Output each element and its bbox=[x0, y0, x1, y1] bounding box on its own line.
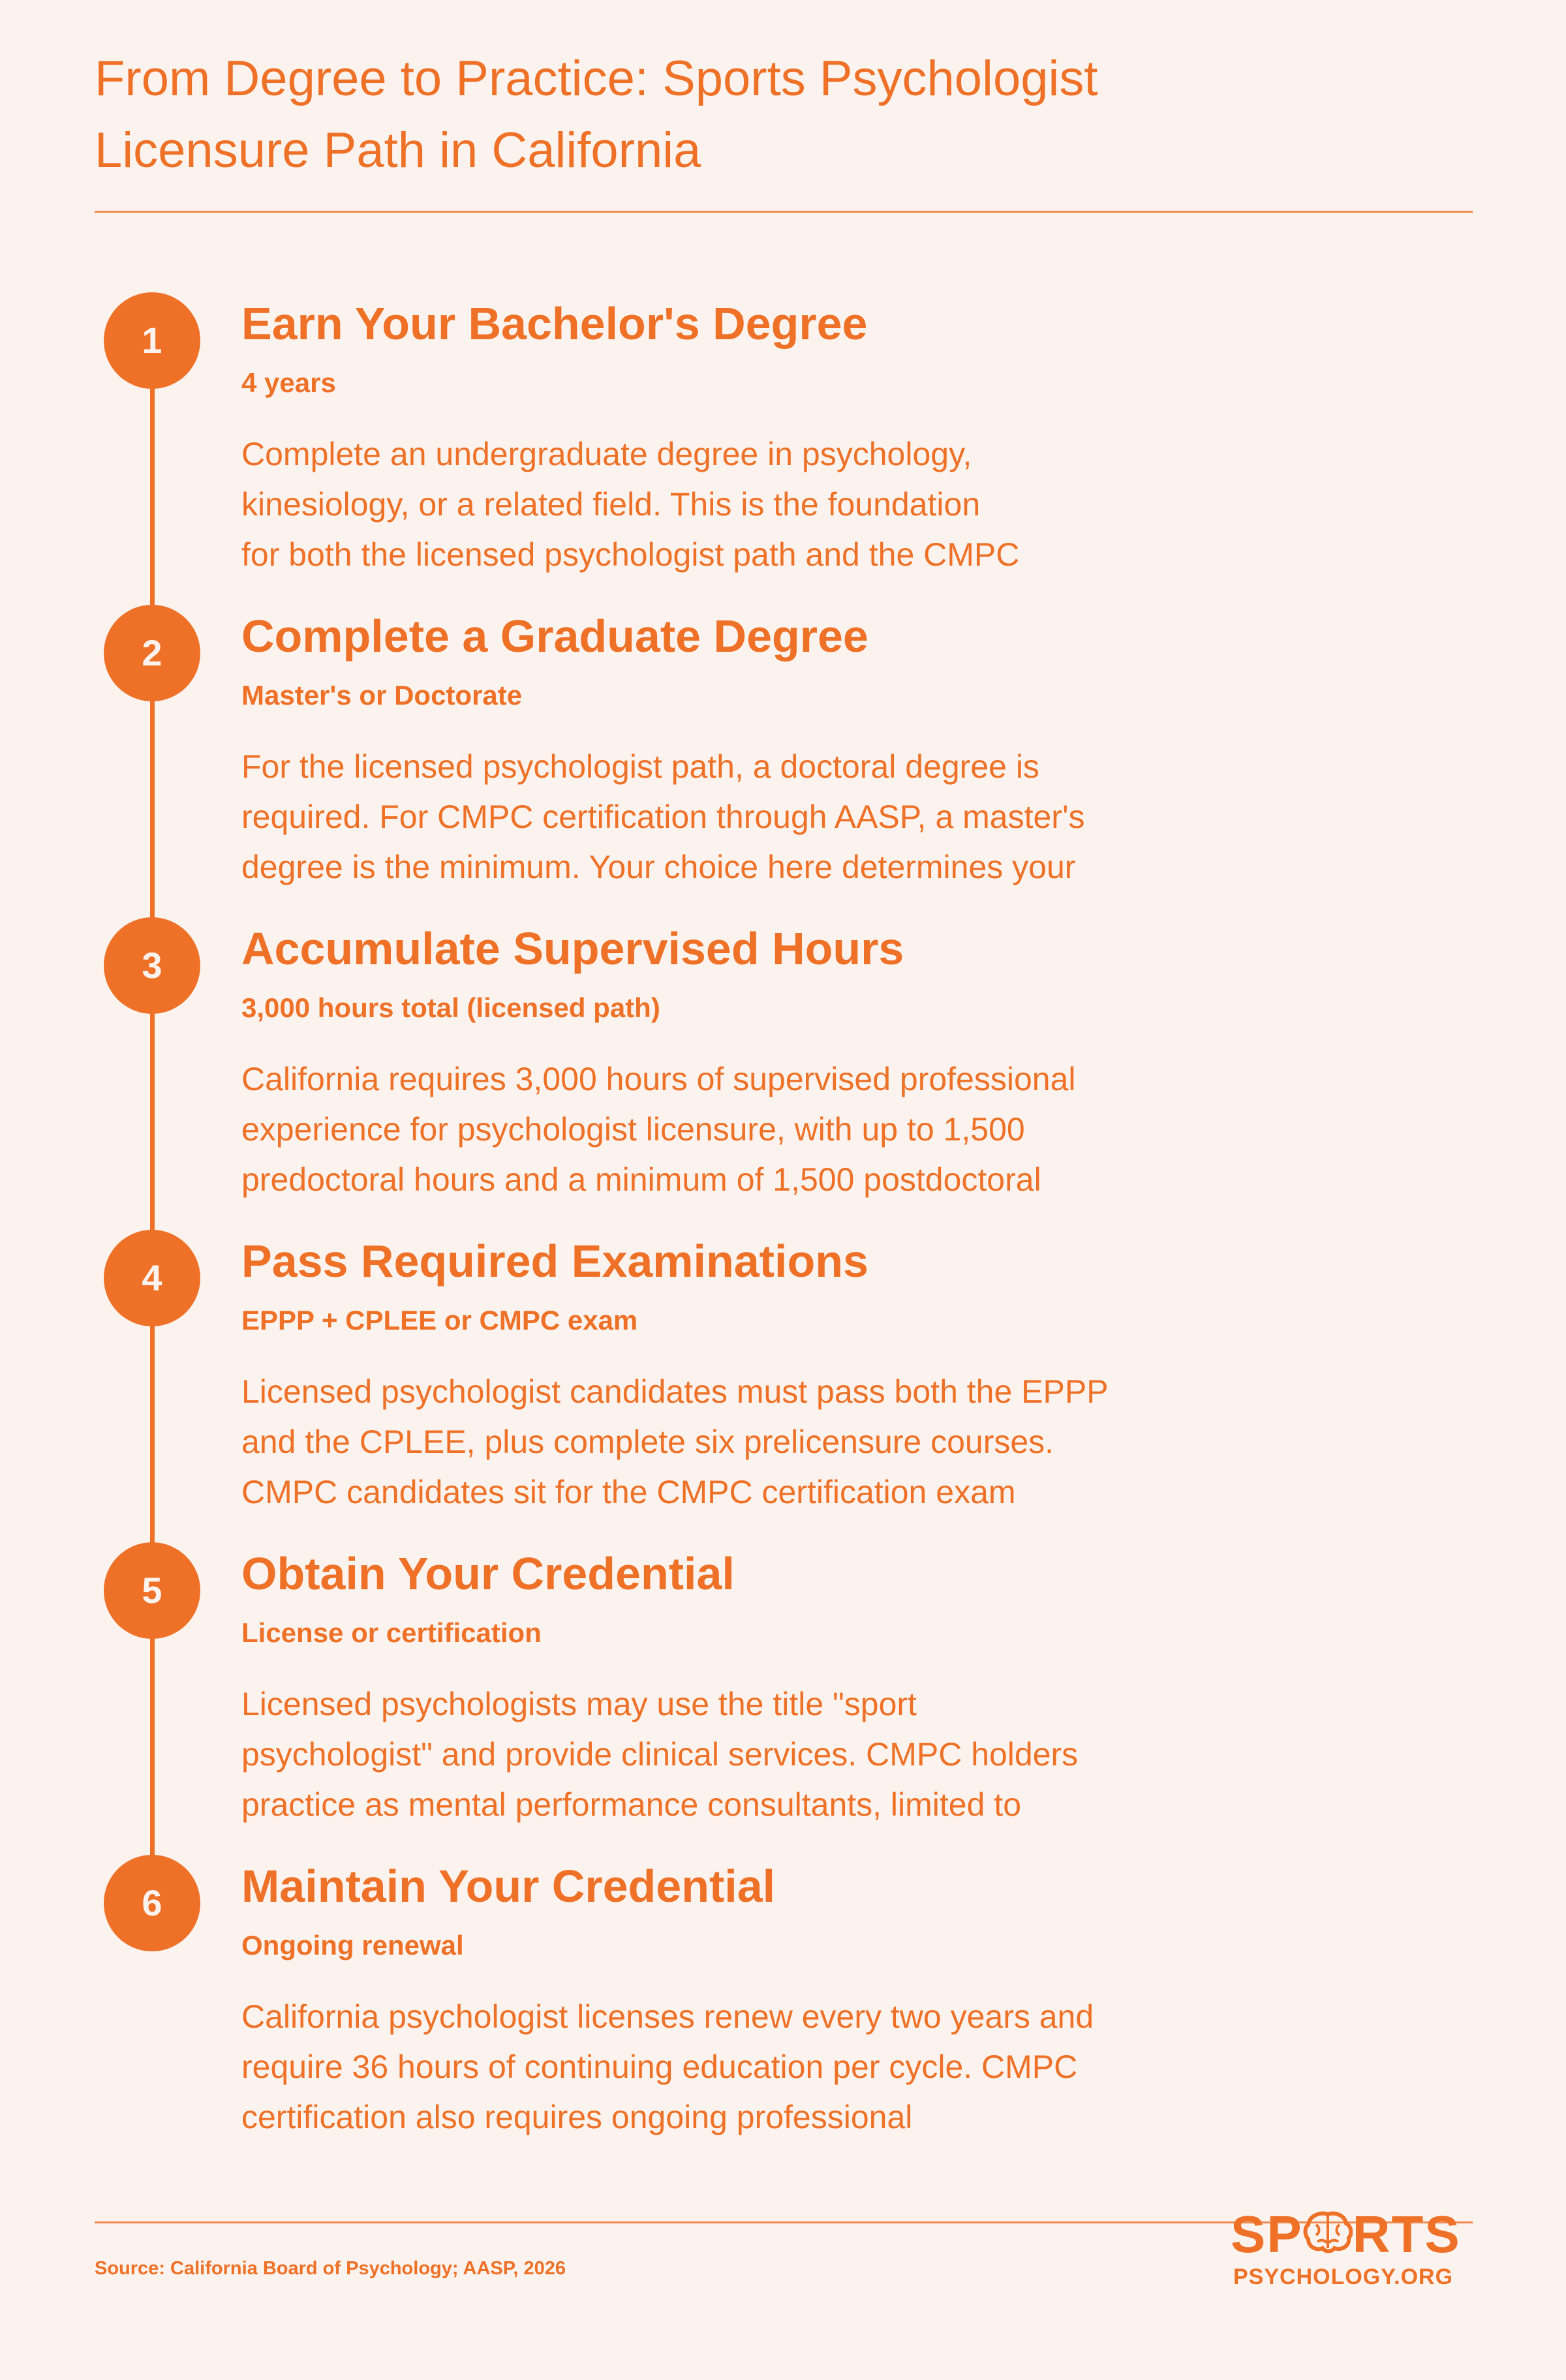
logo-text-right: RTS bbox=[1352, 2205, 1461, 2263]
step-number-badge: 1 bbox=[104, 292, 200, 389]
step-description-line: required. For CMPC certification through AASP, a master's bbox=[241, 799, 1085, 835]
step-title: Maintain Your Credential bbox=[241, 1861, 776, 1912]
sportspsychology-logo bbox=[1231, 2202, 1466, 2306]
step-description-line: CMPC candidates sit for the CMPC certification exam bbox=[241, 1474, 1016, 1510]
page-title bbox=[95, 43, 1334, 187]
step-title: Obtain Your Credential bbox=[241, 1548, 735, 1599]
step-4 bbox=[0, 1230, 1566, 1510]
step-description-line: California requires 3,000 hours of supervised professional bbox=[241, 1061, 1076, 1097]
step-description-line: For the licensed psychologist path, a doctoral degree is bbox=[241, 748, 1039, 785]
brain-icon bbox=[1303, 2210, 1353, 2256]
step-title: Accumulate Supervised Hours bbox=[241, 923, 904, 974]
step-description-line: psychologist" and provide clinical services. CMPC holders bbox=[241, 1736, 1079, 1773]
step-description bbox=[241, 1054, 1285, 1205]
step-2 bbox=[0, 605, 1566, 885]
logo-subtext: PSYCHOLOGY.ORG bbox=[1233, 2265, 1454, 2289]
logo-text-left: SP bbox=[1231, 2205, 1303, 2263]
step-description-line: practice as mental performance consultants, limited to bbox=[241, 1786, 1021, 1823]
step-number-badge: 4 bbox=[104, 1230, 200, 1326]
step-subtitle: EPPP + CPLEE or CMPC exam bbox=[241, 1305, 638, 1335]
title-line-2: Licensure Path in California bbox=[95, 123, 701, 178]
step-5 bbox=[0, 1542, 1566, 1823]
step-description-line: require 36 hours of continuing education per cycle. CMPC bbox=[241, 2049, 1078, 2085]
step-description bbox=[241, 1679, 1285, 1830]
step-description bbox=[241, 1992, 1285, 2143]
step-1 bbox=[0, 292, 1566, 573]
step-number-badge: 5 bbox=[104, 1542, 200, 1639]
step-description-line: and the CPLEE, plus complete six prelicensure courses. bbox=[241, 1424, 1054, 1460]
step-subtitle: 4 years bbox=[241, 367, 336, 398]
source-note: Source: California Board of Psychology; AASP, 2026 bbox=[95, 2258, 566, 2279]
step-subtitle: 3,000 hours total (licensed path) bbox=[241, 992, 660, 1023]
step-description-line: predoctoral hours and a minimum of 1,500 postdoctoral bbox=[241, 1161, 1041, 1198]
top-divider bbox=[95, 211, 1473, 213]
step-description-line: Complete an undergraduate degree in psychology, bbox=[241, 436, 972, 472]
step-description-line: Licensed psychologist candidates must pass both the EPPP bbox=[241, 1373, 1109, 1410]
step-number-badge: 6 bbox=[104, 1855, 200, 1951]
step-title: Complete a Graduate Degree bbox=[241, 611, 868, 662]
step-subtitle: Ongoing renewal bbox=[241, 1930, 464, 1960]
step-description-line: degree is the minimum. Your choice here determines your bbox=[241, 849, 1076, 885]
step-description-line: for both the licensed psychologist path and the CMPC bbox=[241, 536, 1020, 573]
step-description-line: certification also requires ongoing professional bbox=[241, 2099, 913, 2135]
step-description-line: experience for psychologist licensure, with up to 1,500 bbox=[241, 1111, 1025, 1148]
step-title: Pass Required Examinations bbox=[241, 1236, 868, 1287]
step-description bbox=[241, 742, 1285, 892]
step-description-line: Licensed psychologists may use the title "sport bbox=[241, 1686, 917, 1722]
step-number-badge: 2 bbox=[104, 605, 200, 701]
step-subtitle: License or certification bbox=[241, 1617, 542, 1648]
step-subtitle: Master's or Doctorate bbox=[241, 680, 523, 710]
step-description-line: California psychologist licenses renew every two years and bbox=[241, 1998, 1094, 2035]
step-description-line: kinesiology, or a related field. This is the foundation bbox=[241, 486, 981, 523]
title-line-1: From Degree to Practice: Sports Psychologist bbox=[95, 51, 1098, 106]
step-3 bbox=[0, 917, 1566, 1198]
step-description bbox=[241, 429, 1285, 580]
step-6 bbox=[0, 1855, 1566, 2135]
step-description bbox=[241, 1367, 1285, 1518]
logo-wordmark bbox=[1231, 2202, 1461, 2267]
step-title: Earn Your Bachelor's Degree bbox=[241, 298, 868, 349]
step-number-badge: 3 bbox=[104, 917, 200, 1014]
